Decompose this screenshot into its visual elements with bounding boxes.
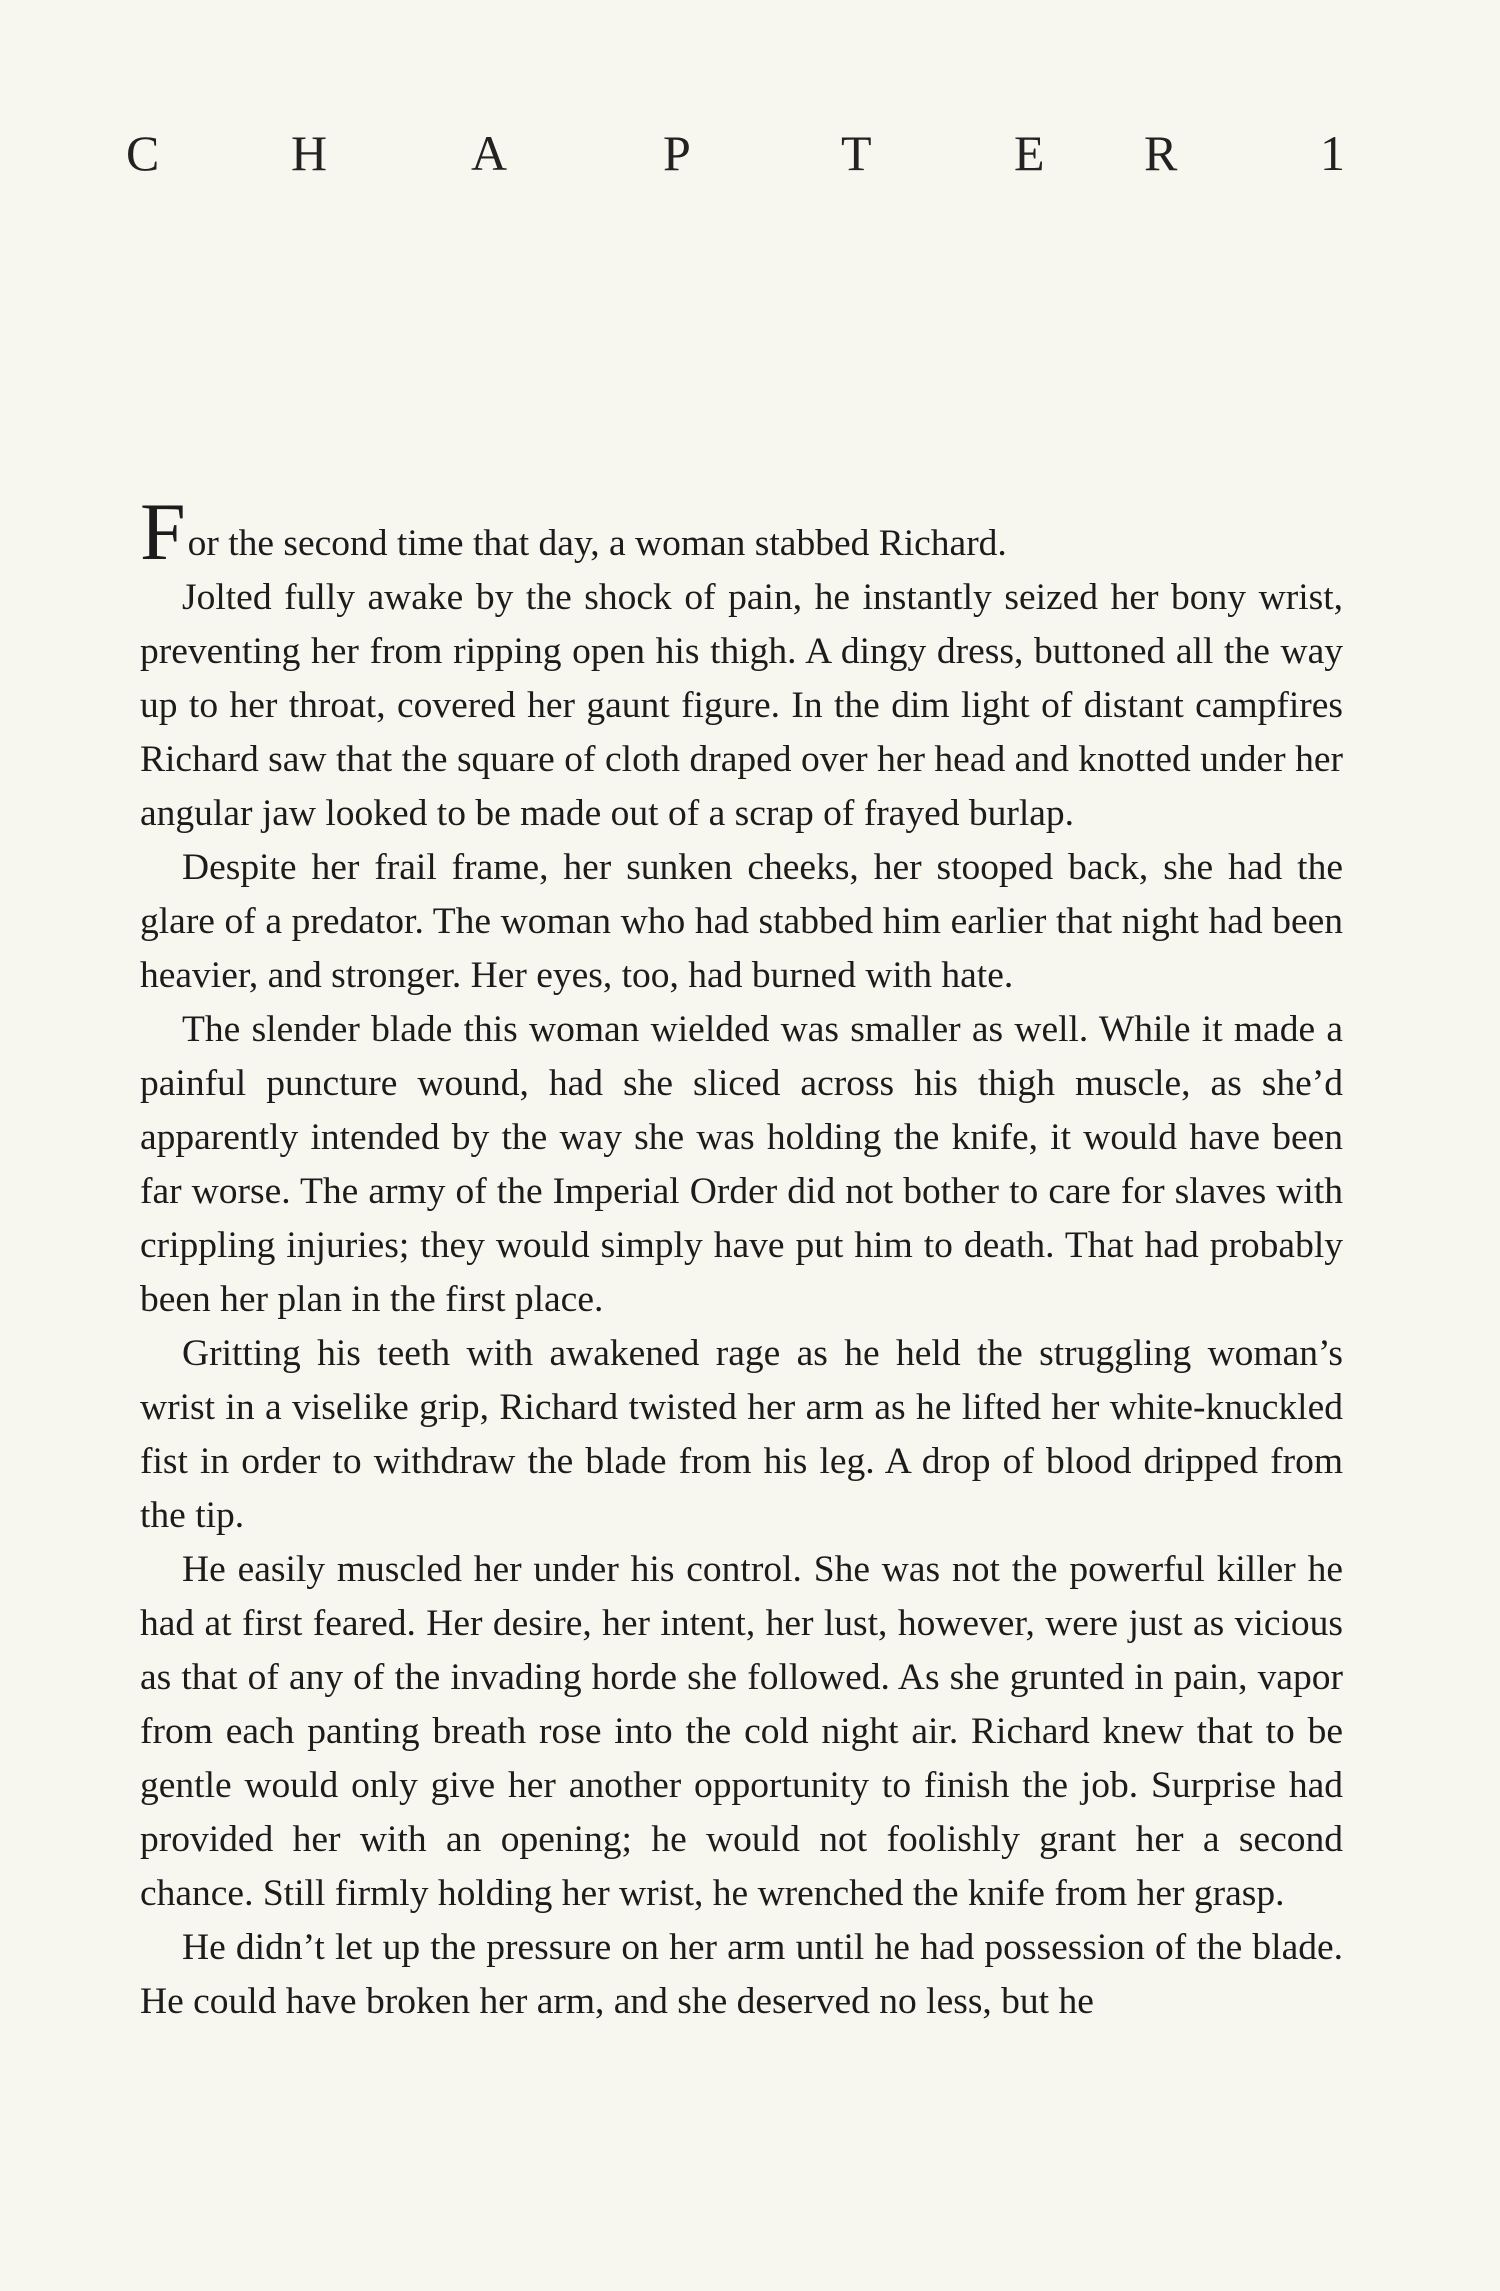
chapter-heading — [126, 118, 1346, 188]
chapter-letter-r: R — [1144, 125, 1178, 181]
opening-paragraph — [140, 486, 1343, 577]
paragraph: Despite her frail frame, her sunken cheeks, her stooped back, she had the glare of a predator. The woman who had stabbed him earlier that night had been heavier, and stronger. Her eyes, too, had burned with hate. — [140, 847, 1343, 996]
chapter-letter-t: T — [841, 125, 872, 181]
drop-cap: F — [140, 486, 186, 577]
paragraph: He didn’t let up the pressure on her arm until he had possession of the blade. He could have broken her arm, and she deserved no less, but he — [140, 1927, 1343, 2022]
chapter-letter-c: C — [126, 125, 160, 181]
chapter-number: 1 — [1320, 125, 1345, 181]
chapter-letter-h: H — [291, 125, 328, 181]
paragraph: He easily muscled her under his control. She was not the powerful killer he had at first feared. Her desire, her intent, her lust, however, were just as vicious as that of any of the invading horde she followed. As she grunted in pain, vapor from each panting breath rose into the cold night air. Richard knew that to be gentle would only give her another opportunity to finish the job. Surprise had provided her with an opening; he would not foolishly grant her a second chance. Still firmly holding her wrist, he wrenched the knife from her grasp. — [140, 1549, 1343, 1914]
chapter-letter-p: P — [663, 125, 691, 181]
chapter-letter-e: E — [1014, 125, 1045, 181]
chapter-letter-a: A — [471, 125, 508, 181]
chapter-body — [140, 486, 1343, 2029]
paragraph: The slender blade this woman wielded was smaller as well. While it made a painful puncture wound, had she sliced across his thigh muscle, as she’d apparently intended by the way she was holding the knife, it would have been far worse. The army of the Imperial Order did not bother to care for slaves with crippling injuries; they would simply have put him to death. That had probably been her plan in the first place. — [140, 1009, 1343, 1320]
paragraph: Gritting his teeth with awakened rage as he held the struggling woman’s wrist in a viselike grip, Richard twisted her arm as he lifted her white-knuckled fist in order to withdraw the blade from his leg. A drop of blood dripped from the tip. — [140, 1333, 1343, 1536]
opening-line: or the second time that day, a woman stabbed Richard. — [187, 523, 1007, 564]
paragraph: Jolted fully awake by the shock of pain, he instantly seized her bony wrist, preventing her from ripping open his thigh. A dingy dress, buttoned all the way up to her throat, covered her gaunt figure. In the dim light of distant campfires Richard saw that the square of cloth draped over her head and knotted under her angular jaw looked to be made out of a scrap of frayed burlap. — [140, 577, 1343, 834]
